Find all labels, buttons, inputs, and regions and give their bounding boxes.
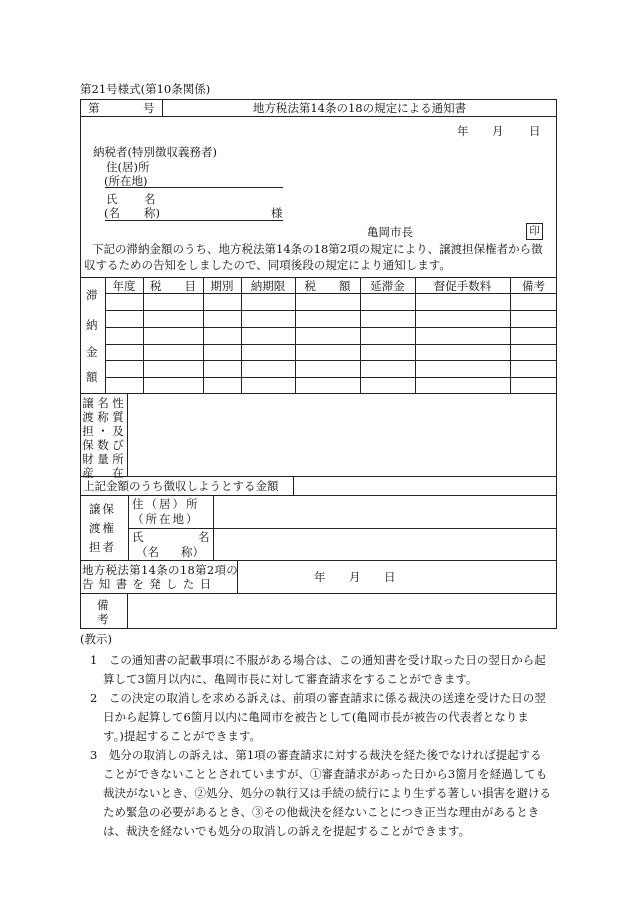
seal-mark: 印 (526, 223, 543, 240)
arrears-row-line (105, 344, 557, 345)
arrears-row-line (105, 310, 557, 311)
property-label-char: ・ (97, 424, 109, 438)
col-tax-item: 税 目 (150, 279, 196, 293)
col-period: 期別 (210, 279, 234, 293)
instruction-line: は、裁決を経ないでも処分の取消しの訴えを提起することができます。 (103, 824, 471, 838)
remarks-label-2: 考 (97, 612, 109, 626)
body-text-line-1: 下記の滞納金額のうち、地方税法第14条の18第2項の規定により、譲渡担保権者から徴 (92, 242, 543, 256)
instruction-line: ため緊急の必要があるとき、③その他裁決を経ないことにつき正当な理由があるとき (103, 805, 540, 819)
property-label-char: び (112, 438, 124, 452)
arrears-row-header-4: 額 (86, 370, 98, 384)
property-label-char: 性 (112, 396, 124, 410)
holder-label-row-3: 担者 (89, 540, 116, 554)
header-number-label: 第 (88, 101, 100, 115)
property-label-char: 名 (97, 396, 109, 410)
property-label-char: 所 (112, 452, 124, 466)
property-label-char: 数 (97, 438, 109, 452)
notice-date-bottom-line (80, 593, 557, 594)
instruction-line: す。)提起することができます。 (103, 729, 261, 743)
arrears-table-top (80, 277, 557, 278)
header-number-suffix: 号 (143, 101, 155, 115)
notice-date-year: 年 (314, 570, 326, 584)
arrears-column-line (241, 277, 242, 393)
arrears-row-header-2: 納 (86, 318, 98, 332)
taxpayer-address-label: 住(居)所 (106, 160, 150, 174)
holder-label-row-1: 譲保 (89, 502, 116, 516)
instruction-line: 算して3箇月以内に、亀岡市長に対して審査請求をすることができます。 (103, 672, 478, 686)
arrears-row-line (105, 377, 557, 378)
property-label-char: 及 (112, 424, 124, 438)
mayor-label: 亀岡市長 (367, 225, 413, 239)
property-label-char: 渡 (82, 410, 94, 424)
holder-corp-label-1: （名 (136, 545, 159, 559)
property-label-col-1 (81, 396, 95, 480)
holder-name-label-2: 名 (198, 530, 210, 544)
collect-amount-divider (293, 476, 294, 495)
notice-date-label-1: 地方税法第14条の18第2項の (82, 563, 239, 577)
col-fiscal-year: 年度 (112, 279, 136, 293)
col-remarks: 備考 (522, 279, 545, 293)
date-month: 月 (492, 124, 504, 138)
arrears-label-divider (105, 277, 106, 393)
honorific: 様 (271, 206, 283, 220)
property-label-col-3 (111, 396, 125, 480)
property-label-char: 在 (112, 466, 124, 480)
instruction-line: 日から起算して6箇月以内に亀岡市を被告として(亀岡市長が被告の代表者となりま (103, 710, 529, 724)
arrears-row-header-3: 金 (86, 345, 98, 359)
arrears-column-line (360, 277, 361, 393)
property-label-char: 財 (82, 452, 94, 466)
instruction-line: 1 この通知書の記載事項に不服がある場合は、この通知書を受け取った日の翌日から起 (90, 653, 546, 667)
instruction-line: 裁決がないとき、②処分、処分の執行又は手続の続行により生ずる著しい損害を避ける (103, 786, 552, 800)
property-label-col-2 (96, 396, 110, 466)
taxpayer-corp-label-1: (名 (104, 206, 120, 220)
arrears-row-header-1: 滞 (86, 288, 98, 302)
collect-amount-label: 上記金額のうち徴収しようとする金額 (83, 479, 279, 493)
holder-bottom-line (80, 560, 557, 561)
arrears-column-line (143, 277, 144, 393)
instruction-line: 2 この決定の取消しを求める訴えは、前項の審査請求に係る裁決の送達を受けた日の翌 (90, 691, 546, 705)
arrears-column-line (510, 277, 511, 393)
col-tax-amount: 税 額 (304, 279, 351, 293)
arrears-row-line (105, 293, 557, 294)
date-day: 日 (529, 124, 541, 138)
taxpayer-location-label: (所在地) (104, 174, 148, 188)
property-label-char: 量 (97, 452, 109, 466)
remarks-divider (127, 593, 128, 629)
arrears-row-line (105, 360, 557, 361)
holder-label-row-2: 渡権 (89, 521, 116, 535)
collect-amount-bottom-line (80, 495, 557, 496)
arrears-row-line (105, 327, 557, 328)
property-label-char: 保 (82, 438, 94, 452)
col-demand-fee: 督促手数料 (433, 279, 492, 293)
arrears-table-bottom (80, 393, 557, 394)
header-bottom-line (80, 116, 557, 117)
form-title: 地方税法第14条の18の規定による通知書 (252, 101, 467, 115)
date-year: 年 (457, 124, 469, 138)
notice-date-day: 日 (384, 570, 396, 584)
property-label-char: 称 (97, 410, 109, 424)
property-label-char: 担 (82, 424, 94, 438)
arrears-column-line (203, 277, 204, 393)
form-number: 第21号様式(第10条関係) (80, 82, 211, 96)
holder-corp-label-2: 称） (181, 545, 204, 559)
holder-address-label: 住（居）所 (132, 497, 200, 511)
instruction-line: 3 処分の取消しの訴えは、第1項の審査請求に対する裁決を経た後でなければ提起する (90, 748, 542, 762)
instruction-line: ことができないこととされていますが、①審査請求があった日から3箇月を経過しても (103, 767, 548, 781)
property-label-char: 譲 (82, 396, 94, 410)
holder-location-label: （所在地） (132, 512, 200, 526)
holder-row-line (128, 528, 557, 529)
taxpayer-corp-label-2: 称) (144, 206, 160, 220)
address-underline (105, 187, 283, 188)
name-underline (105, 220, 283, 221)
instructions-heading: (教示) (80, 632, 112, 646)
property-label-char: 産 (82, 466, 94, 480)
body-text-line-2: 収するための告知をしましたので、同項後段の規定により通知します。 (84, 258, 451, 272)
col-due-date: 納期限 (250, 279, 286, 293)
col-late-fee: 延滞金 (370, 279, 405, 293)
notice-date-month: 月 (349, 570, 361, 584)
taxpayer-name-label-1: 氏 (106, 192, 118, 206)
notice-date-label-2: 告知書を発した日 (82, 577, 217, 591)
remarks-label-1: 備 (97, 598, 109, 612)
arrears-column-line (415, 277, 416, 393)
property-label-char: 質 (112, 410, 124, 424)
taxpayer-label: 納税者(特別徴収義務者) (93, 145, 217, 159)
taxpayer-name-label-2: 名 (144, 192, 156, 206)
holder-name-label-1: 氏 (132, 530, 144, 544)
property-label-divider (127, 393, 128, 476)
property-bottom-line (80, 476, 557, 477)
arrears-column-line (295, 277, 296, 393)
